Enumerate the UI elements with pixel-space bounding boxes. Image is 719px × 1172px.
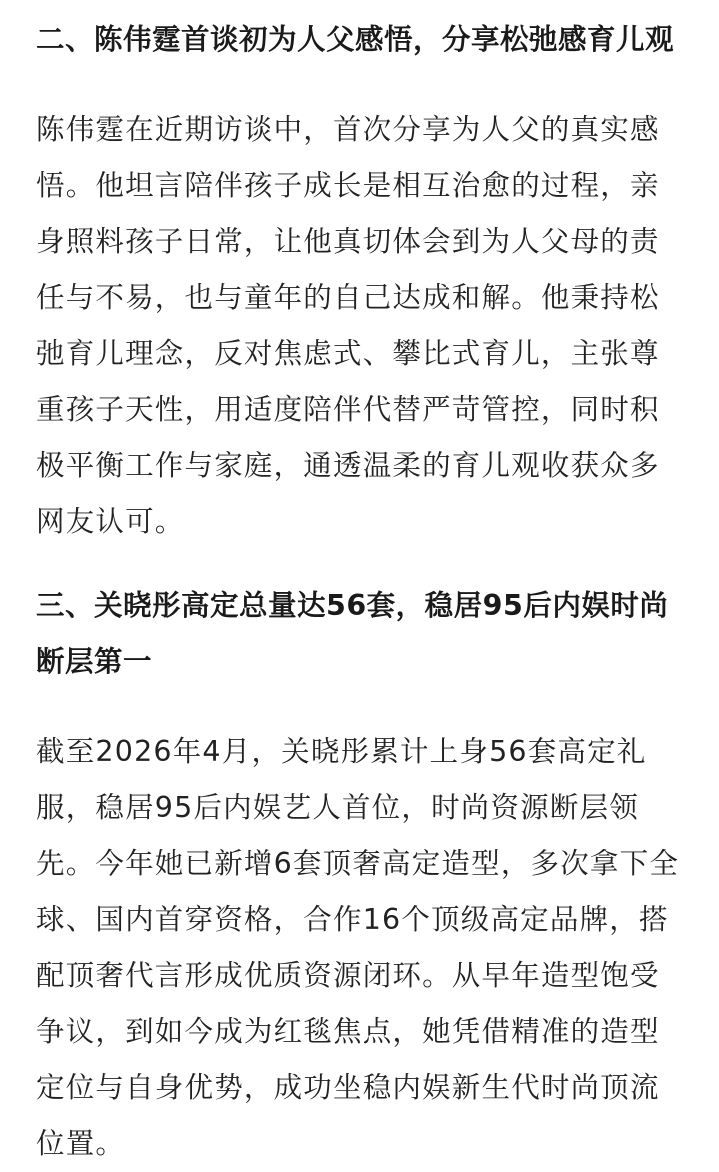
section-paragraph-2: 陈伟霆在近期访谈中，首次分享为人父的真实感悟。他坦言陪伴孩子成长是相互治愈的过程，亲身照料孩子日常，让他真切体会到为人父母的责任与不易，也与童年的自己达成和解。他秉持松弛育儿理念，反对焦虑式、攀比式育儿，主张尊重孩子天性，用适度陪伴代替严苛管控，同时积极平衡工作与家庭，通透温柔的育儿观收获众多网友认可。 (36, 113, 660, 538)
section-heading-2: 二、陈伟霆首谈初为人父感悟，分享松弛感育儿观 (36, 23, 675, 56)
spacer (36, 690, 686, 724)
article-body (36, 12, 686, 1172)
section-paragraph-3: 截至2026年4月，关晓彤累计上身56套高定礼服，稳居95后内娱艺人首位，时尚资源断层领先。今年她已新增6套顶奢高定造型，多次拿下全球、国内首穿资格，合作16个顶级高定品牌，搭配顶奢代言形成优质资源闭环。从早年造型饱受争议，到如今成为红毯焦点，她凭借精准的造型定位与自身优势，成功坐稳内娱新生代时尚顶流位置。 (36, 735, 680, 1160)
spacer (36, 550, 686, 578)
spacer (36, 68, 686, 102)
section-heading-3: 三、关晓彤高定总量达56套，稳居95后内娱时尚断层第一 (36, 589, 669, 678)
